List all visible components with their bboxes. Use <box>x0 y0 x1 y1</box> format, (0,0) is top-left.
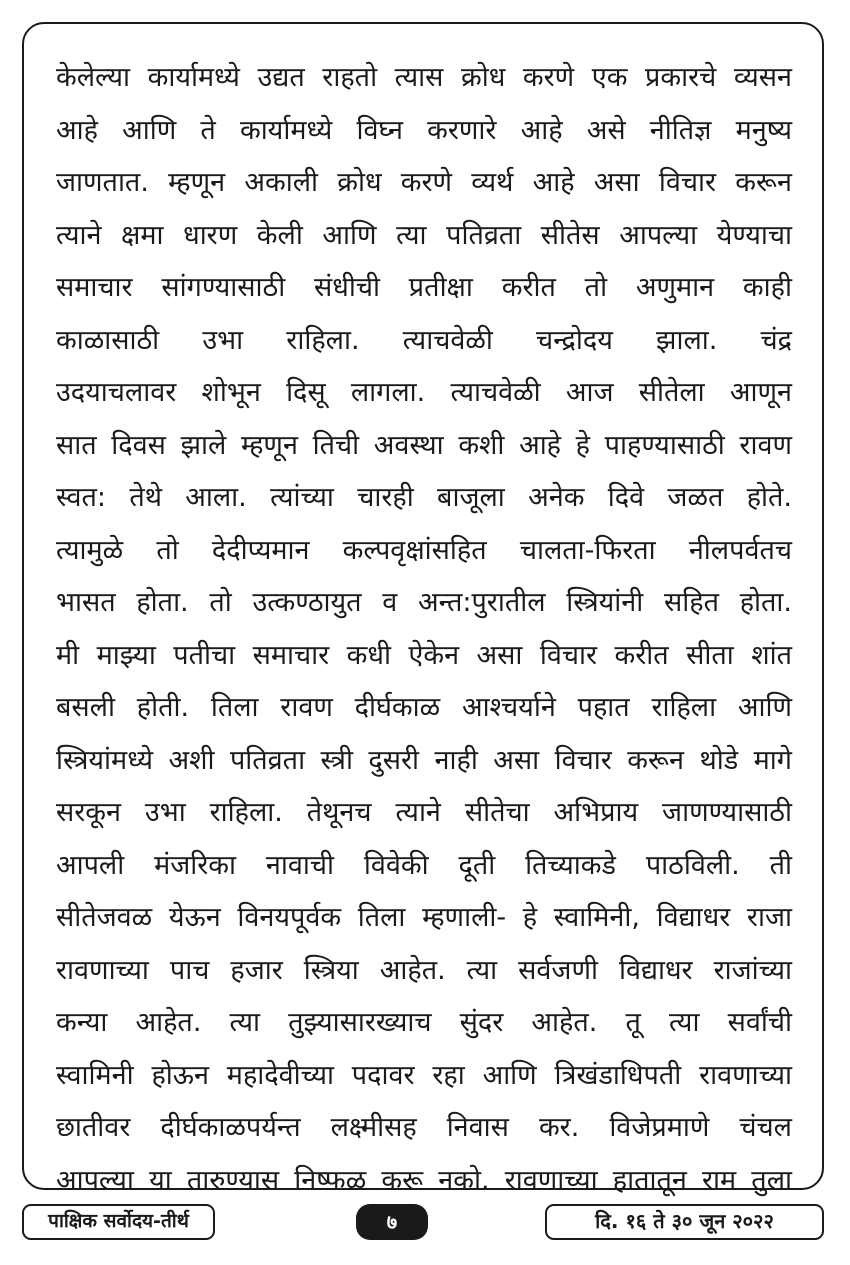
text-line: बसली होती. तिला रावण दीर्घकाळ आश्चर्याने पहात राहिला आणि <box>56 692 792 723</box>
text-line: कन्या आहेत. त्या तुझ्यासारख्याच सुंदर आहेत. तू त्या सर्वांची <box>56 1007 792 1038</box>
text-line: त्याने क्षमा धारण केली आणि त्या पतिव्रता सीतेस आपल्या येण्याचा <box>56 219 792 251</box>
text-line: मी माझ्या पतीचा समाचार कधी ऐकेन असा विचार करीत सीता शांत <box>56 639 792 671</box>
issue-date: दि. १६ ते ३० जून २०२२ <box>545 1204 824 1240</box>
body-paragraph <box>56 52 792 1207</box>
text-line: काळासाठी उभा राहिला. त्याचवेळी चन्द्रोदय झाला. चंद्र <box>56 324 792 356</box>
text-line: उदयाचलावर शोभून दिसू लागला. त्याचवेळी आज सीतेला आणून <box>56 377 792 408</box>
page-number: ७ <box>356 1204 428 1240</box>
text-line: आहे आणि ते कार्यामध्ये विघ्न करणारे आहे असे नीतिज्ञ मनुष्य <box>56 114 792 146</box>
text-line: स्त्रियांमध्ये अशी पतिव्रता स्त्री दुसरी नाही असा विचार करून थोडे मागे <box>56 744 792 776</box>
text-line: भासत होता. तो उत्कण्ठायुत व अन्त:पुरातील स्त्रियांनी सहित होता. <box>56 587 792 618</box>
text-line: स्वामिनी होऊन महादेवीच्या पदावर रहा आणि त्रिखंडाधिपती रावणाच्या <box>56 1059 792 1091</box>
text-line: सीतेजवळ येऊन विनयपूर्वक तिला म्हणाली- हे स्वामिनी, विद्याधर राजा <box>56 902 792 933</box>
text-line: सरकून उभा राहिला. तेथूनच त्याने सीतेचा अभिप्राय जाणण्यासाठी <box>56 797 792 828</box>
page-text-frame <box>22 22 824 1196</box>
text-line: केलेल्या कार्यामध्ये उद्यत राहतो त्यास क्रोध करणे एक प्रकारचे व्यसन <box>56 62 792 93</box>
text-line: आपली मंजरिका नावाची विवेकी दूती तिच्याकडे पाठविली. ती <box>56 849 792 881</box>
text-line: स्वत: तेथे आला. त्यांच्या चारही बाजूला अनेक दिवे जळत होते. <box>56 482 792 513</box>
text-line: जाणतात. म्हणून अकाली क्रोध करणे व्यर्थ आहे असा विचार करून <box>56 167 792 198</box>
text-line: सात दिवस झाले म्हणून तिची अवस्था कशी आहे हे पाहण्यासाठी रावण <box>56 429 792 461</box>
text-line: समाचार सांगण्यासाठी संधीची प्रतीक्षा करीत तो अणुमान काही <box>56 272 792 303</box>
text-line: आपल्या या तारुण्यास निष्फळ करू नको. रावणाच्या हातातून राम तुला <box>56 1164 792 1196</box>
text-line: छातीवर दीर्घकाळपर्यन्त लक्ष्मीसह निवास कर. विजेप्रमाणे चंचल <box>56 1112 792 1143</box>
text-line: रावणाच्या पाच हजार स्त्रिया आहेत. त्या सर्वजणी विद्याधर राजांच्या <box>56 954 792 986</box>
text-line: त्यामुळे तो देदीप्यमान कल्पवृक्षांसहित चालता-फिरता नीलपर्वतच <box>56 534 792 566</box>
publication-name: पाक्षिक सर्वोदय-तीर्थ <box>22 1204 215 1240</box>
